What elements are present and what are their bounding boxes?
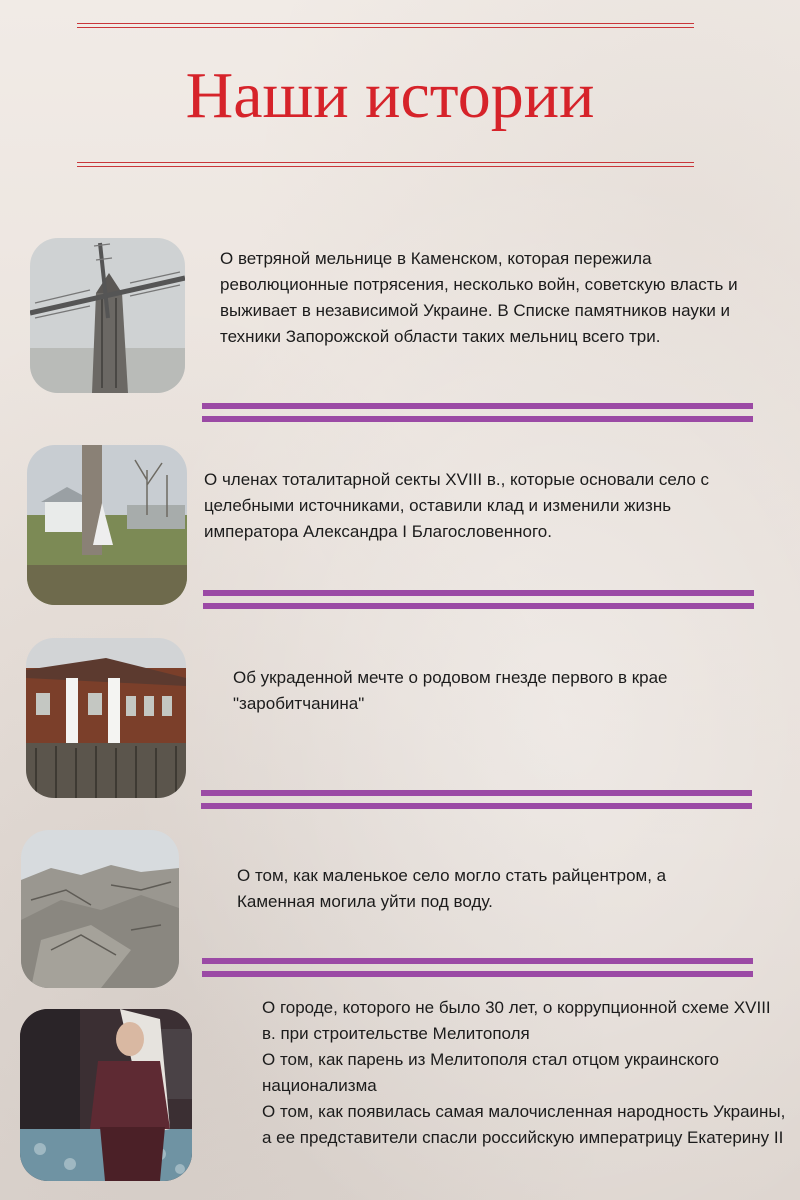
stone-grave-photo — [21, 830, 179, 988]
story-1-text: О ветряной мельнице в Каменском, которая пережила революционные потрясения, несколько войн, советскую власть и выживает в независимой Украине. В Списке памятников науки и техники Запорожской области таких мельниц всего три. — [220, 249, 738, 346]
story-5-line-1: О городе, которого не было 30 лет, о коррупционной схеме XVIII в. при строительстве Мелитополя — [262, 998, 771, 1043]
story-5-line-3: О том, как появилась самая малочисленная народность Украины, а ее представители спасли российскую императрицу Екатерину II — [262, 1102, 786, 1147]
bottom-title-rule — [77, 162, 694, 167]
divider-3 — [201, 790, 752, 810]
divider-2 — [203, 590, 754, 610]
page-title: Наши истории — [185, 59, 595, 132]
story-5-line-2: О том, как парень из Мелитополя стал отцом украинского национализма — [262, 1050, 720, 1095]
story-4-text: О том, как маленькое село могло стать райцентром, а Каменная могила уйти под воду. — [237, 866, 667, 911]
story-5-text — [262, 995, 787, 1151]
brick-house-photo — [26, 638, 186, 798]
monument-village-photo — [27, 445, 187, 605]
windmill-photo — [30, 238, 185, 393]
top-title-rule — [77, 23, 694, 28]
divider-4 — [202, 958, 753, 978]
woman-portrait-photo — [20, 1009, 192, 1181]
story-3-text: Об украденной мечте о родовом гнезде первого в крае "заробитчанина" — [233, 668, 668, 713]
divider-1 — [202, 403, 753, 423]
story-2-text: О членах тоталитарной секты XVIII в., которые основали село с целебными источниками, оставили клад и изменили жизнь императора Александра I Благословенного. — [204, 470, 710, 541]
